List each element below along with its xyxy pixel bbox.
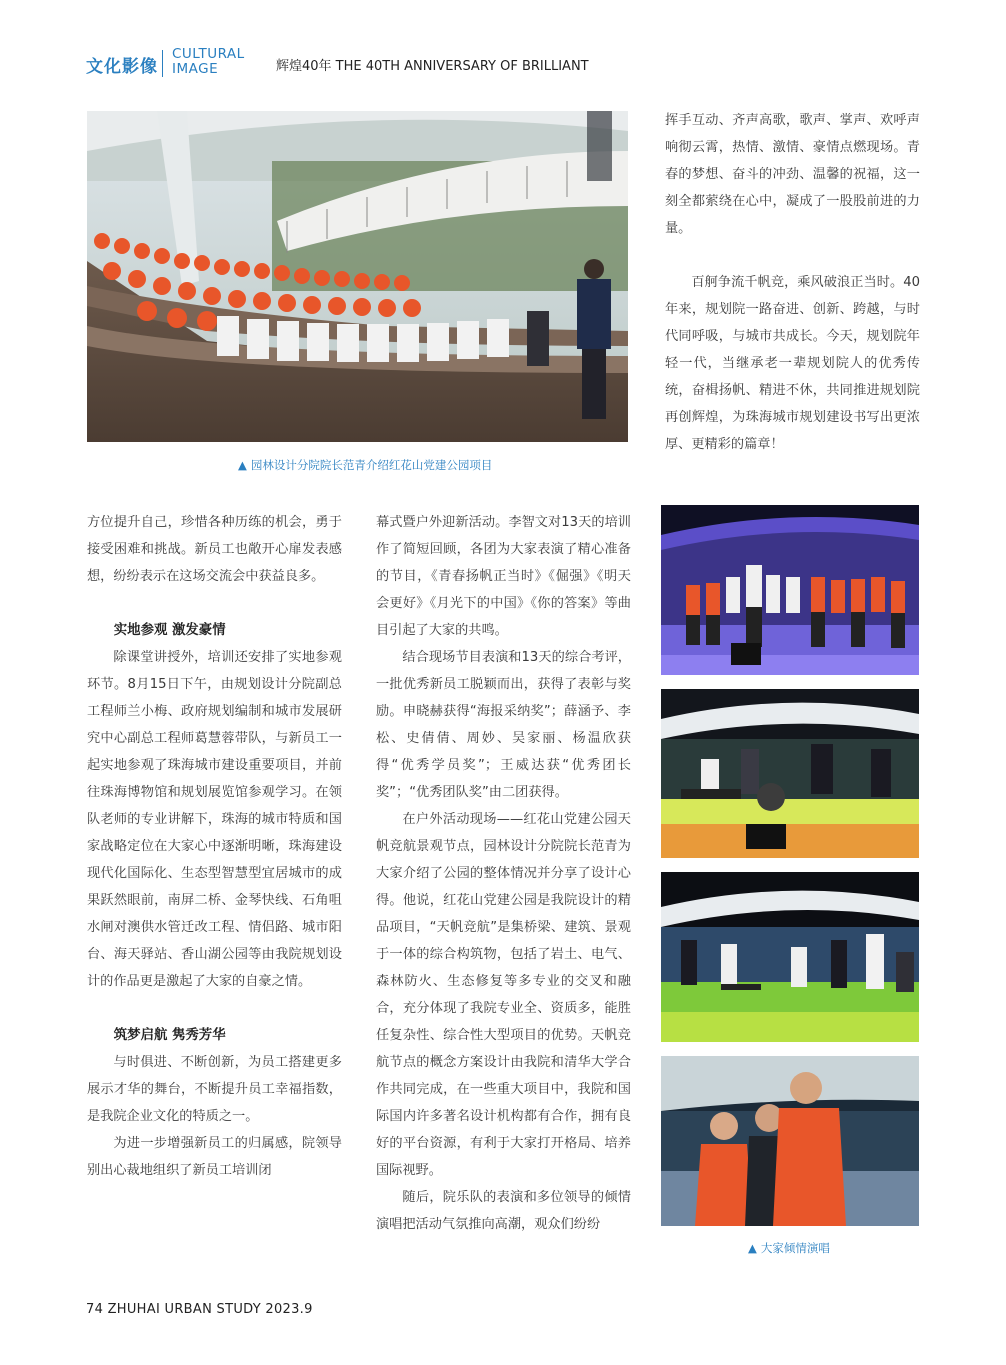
- section-title-cn: 文化影像: [86, 57, 158, 77]
- page-footer: 74 ZHUHAI URBAN STUDY 2023.9: [86, 1302, 313, 1317]
- col2-paragraph-1: 幕式暨户外迎新活动。李智文对13天的培训作了简短回顾，各团为大家表演了精心准备的节目，《青春扬帆正当时》《倔强》《明天会更好》《月光下的中国》《你的答案》等曲目引起了大家的共鸣。: [376, 515, 631, 638]
- col1-paragraph-4: 为进一步增强新员工的归属感，院领导别出心裁地组织了新员工培训闭: [87, 1136, 342, 1178]
- col1-heading-2: 筑梦启航 隽秀芳华: [113, 1028, 226, 1043]
- col2-paragraph-2: 结合现场节目表演和13天的综合考评，一批优秀新员工脱颖而出，获得了表彰与奖励。申晓赫获得“海报采纳奖”；薛涵予、李松、史倩倩、周妙、吴家丽、杨温欣获得“优秀学员奖”；王威达获“优秀团长奖”；“优秀团队奖”由二团获得。: [376, 650, 631, 800]
- column-2: [376, 509, 631, 1238]
- page-title: 辉煌40年 THE 40TH ANNIVERSARY OF BRILLIANT: [276, 59, 589, 74]
- right-photos-caption: [748, 1240, 830, 1256]
- right-top-paragraph-1: 挥手互动、齐声高歌，歌声、掌声、欢呼声响彻云霄，热情、激情、豪情点燃现场。青春的梦想、奋斗的冲劲、温馨的祝福，这一刻全都萦绕在心中，凝成了一股股前进的力量。: [665, 113, 920, 236]
- photo-park-introduction: [87, 111, 628, 442]
- right-top-paragraph-2: 百舸争流千帆竞，乘风破浪正当时。40年来，规划院一路奋进、创新、跨越，与时代同呼吸，与城市共成长。今天，规划院年轻一代，当继承老一辈规划院人的优秀传统，奋楫扬帆、精进不休，共同推进规划院再创辉煌，为珠海城市规划建设书写出更浓厚、更精彩的篇章！: [665, 275, 920, 452]
- col1-paragraph-1: 方位提升自己，珍惜各种历练的机会，勇于接受困难和挑战。新员工也敞开心扉发表感想，纷纷表示在这场交流会中获益良多。: [87, 515, 342, 584]
- caption-triangle-icon: ▲: [238, 458, 247, 472]
- right-photos-caption-text: 大家倾情演唱: [760, 1241, 830, 1255]
- top-photo-caption: [238, 457, 492, 473]
- section-title-en: [172, 47, 245, 77]
- top-photo-caption-text: 园林设计分院院长范青介绍红花山党建公园项目: [250, 458, 493, 472]
- caption-triangle-icon: ▲: [748, 1241, 757, 1255]
- section-title-en-line2: IMAGE: [172, 61, 219, 77]
- right-top-text: [665, 107, 920, 458]
- photo-singing-closeup: [661, 1056, 919, 1226]
- photo-band-performance-1: [661, 689, 919, 858]
- col2-paragraph-4: 随后，院乐队的表演和多位领导的倾情演唱把活动气氛推向高潮，观众们纷纷: [376, 1190, 631, 1232]
- photo-stage-singing-1: [661, 505, 919, 675]
- column-1: [87, 509, 342, 1184]
- col1-paragraph-3: 与时俱进、不断创新，为员工搭建更多展示才华的舞台，不断提升员工幸福指数，是我院企业文化的特质之一。: [87, 1055, 342, 1124]
- header-divider: [162, 50, 163, 77]
- col1-paragraph-2: 除课堂讲授外，培训还安排了实地参观环节。8月15日下午，由规划设计分院副总工程师兰小梅、政府规划编制和城市发展研究中心副总工程师葛慧蓉带队，与新员工一起实地参观了珠海城市建设重要项目，并前往珠海博物馆和规划展览馆参观学习。在领队老师的专业讲解下，珠海的城市特质和国家战略定位在大家心中逐渐明晰，珠海建设现代化国际化、生态型智慧型宜居城市的成果跃然眼前，南屏二桥、金琴快线、石角咀水闸对澳供水管迁改工程、情侣路、城市阳台、海天驿站、香山湖公园等由我院规划设计的作品更是激起了大家的自豪之情。: [87, 650, 342, 989]
- photo-band-performance-2: [661, 872, 919, 1042]
- col1-heading-1: 实地参观 激发豪情: [113, 623, 226, 638]
- col2-paragraph-3: 在户外活动现场——红花山党建公园天帆竞航景观节点，园林设计分院院长范青为大家介绍了公园的整体情况并分享了设计心得。他说，红花山党建公园是我院设计的精品项目，“天帆竞航”是集桥梁、建筑、景观于一体的综合构筑物，包括了岩土、电气、森林防火、生态修复等多专业的交叉和融合，充分体现了我院专业全、资质多，能胜任复杂性、综合性大型项目的优势。天帆竞航节点的概念方案设计由我院和清华大学合作共同完成，在一些重大项目中，我院和国际国内许多著名设计机构都有合作，拥有良好的平台资源，有利于大家打开格局、培养国际视野。: [376, 812, 631, 1178]
- section-title-en-line1: CULTURAL: [172, 46, 245, 62]
